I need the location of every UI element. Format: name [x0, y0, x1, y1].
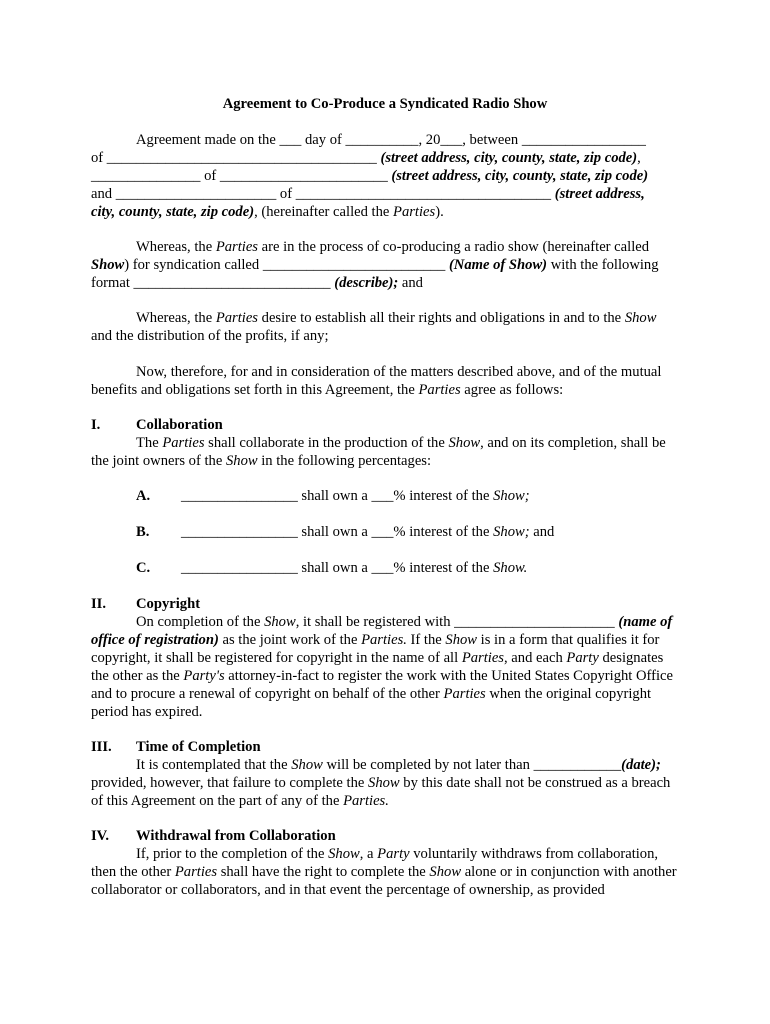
- defined-term: Show: [368, 775, 400, 791]
- paragraph-text: and the distribution of the profits, if any;: [91, 328, 329, 344]
- defined-term: Show: [291, 757, 323, 773]
- paragraph-text: Whereas, the: [136, 239, 216, 255]
- defined-term: Show: [264, 614, 296, 630]
- intro-line-1: [91, 131, 679, 149]
- whereas-paragraph-2: [91, 309, 679, 345]
- item-text: and: [529, 524, 555, 540]
- placeholder-label: (name of office of registration): [91, 614, 673, 648]
- defined-term: Parties: [443, 686, 486, 702]
- section-number: III.: [91, 739, 112, 755]
- intro-text: ,: [637, 150, 641, 166]
- section-1-heading: [91, 416, 691, 434]
- section-number: II.: [91, 596, 107, 612]
- section-title: Time of Completion: [136, 739, 261, 755]
- paragraph-text: voluntarily withdraws from collaboration, then the other: [91, 846, 659, 880]
- placeholder-label: (Name of Show): [448, 257, 548, 273]
- placeholder-label: (describe);: [334, 275, 399, 291]
- defined-term: Party's: [183, 668, 225, 684]
- paragraph-text: by this date shall not be construed as a breach of this Agreement on the part of any of the: [91, 775, 671, 809]
- paragraph-text: , and each: [504, 650, 567, 666]
- intro-text: , (hereinafter called the: [254, 204, 394, 220]
- section-4-heading: [91, 827, 691, 845]
- defined-term: Parties: [393, 204, 436, 220]
- defined-term: Parties: [174, 864, 218, 880]
- intro-line-2: [91, 149, 679, 167]
- defined-term: Parties: [215, 310, 258, 326]
- paragraph-text: as the joint work of the: [218, 632, 362, 648]
- defined-term: Parties.: [343, 793, 389, 809]
- paragraph-text: designates the other as the: [91, 650, 664, 684]
- section-1-body: [91, 434, 679, 470]
- address-placeholder: (street address,: [554, 186, 645, 202]
- intro-paragraph: [91, 131, 679, 221]
- paragraph-text: agree as follows:: [460, 382, 564, 398]
- defined-term: Parties.: [361, 632, 407, 648]
- defined-term: Show;: [493, 488, 530, 504]
- intro-line-5: [91, 203, 679, 221]
- section-3-heading: [91, 738, 691, 756]
- whereas-paragraph-1: [91, 238, 679, 292]
- intro-text: of _____________________________________: [91, 150, 381, 166]
- section-4-body: [91, 845, 679, 899]
- section-title: Collaboration: [136, 417, 223, 433]
- intro-line-3: [91, 167, 679, 185]
- section-number: I.: [91, 417, 101, 433]
- address-placeholder: (street address, city, county, state, zip code): [380, 150, 638, 166]
- address-placeholder: (street address, city, county, state, zip code): [391, 168, 649, 184]
- defined-term: Party: [377, 846, 410, 862]
- paragraph-text: with the following format ___________________________: [91, 257, 659, 291]
- paragraph-text: in the following percentages:: [257, 453, 432, 469]
- paragraph-text: Now, therefore, for and in consideration of the matters described above, and of the mutual benefits and obligations set forth in this Agreement, the: [91, 364, 662, 398]
- now-therefore-paragraph: [91, 363, 679, 399]
- defined-term: Show: [448, 435, 481, 451]
- name-blank: ________________: [181, 488, 298, 504]
- paragraph-text: are in the process of co-producing a radio show (hereinafter called: [258, 239, 650, 255]
- section-2-heading: [91, 595, 691, 613]
- defined-term: Show: [328, 846, 360, 862]
- paragraph-text: It is contemplated that the: [136, 757, 292, 773]
- defined-term: Parties: [215, 239, 258, 255]
- paragraph-text: and: [398, 275, 423, 291]
- paragraph-text: , a: [359, 846, 378, 862]
- intro-text: _______________ of _______________________: [91, 168, 392, 184]
- intro-line-4: [91, 185, 679, 203]
- section-2-body: [91, 613, 679, 721]
- defined-term: Party: [566, 650, 599, 666]
- defined-term: Show: [429, 864, 462, 880]
- paragraph-text: alone or in conjunction with another collaborator or collaborators, and in that event the percentage of ownership, as provided: [91, 864, 677, 898]
- paragraph-text: is in a form that qualifies it for copyright, it shall be registered for copyright in the name of all: [91, 632, 660, 666]
- item-label: A.: [136, 488, 151, 504]
- defined-term: Show: [445, 632, 478, 648]
- paragraph-text: If, prior to the completion of the: [136, 846, 329, 862]
- ownership-item-c: [136, 559, 636, 577]
- name-blank: ________________: [181, 524, 298, 540]
- placeholder-label: (date);: [621, 757, 661, 773]
- item-text: shall own a ___% interest of the: [297, 524, 494, 540]
- ownership-item-a: [136, 487, 636, 505]
- paragraph-text: shall collaborate in the production of the: [204, 435, 449, 451]
- section-number: IV.: [91, 828, 109, 844]
- section-3-body: [91, 756, 679, 810]
- defined-term: Show.: [493, 560, 528, 576]
- intro-text: Agreement made on the ___ day of __________, 20___, between _________________: [136, 132, 646, 148]
- paragraph-text: On completion of the: [136, 614, 265, 630]
- defined-term: Show: [91, 257, 125, 273]
- paragraph-text: shall have the right to complete the: [217, 864, 430, 880]
- item-label: B.: [136, 524, 150, 540]
- paragraph-text: , it shall be registered with ______________________: [295, 614, 619, 630]
- paragraph-text: Whereas, the: [136, 310, 216, 326]
- defined-term: Show: [225, 453, 258, 469]
- paragraph-text: provided, however, that failure to complete the: [91, 775, 369, 791]
- name-blank: ________________: [181, 560, 298, 576]
- ownership-item-b: [136, 523, 636, 541]
- item-text: shall own a ___% interest of the: [297, 560, 494, 576]
- defined-term: Show: [624, 310, 657, 326]
- intro-text: and ______________________ of ___________________________________: [91, 186, 555, 202]
- defined-term: Parties: [162, 435, 205, 451]
- intro-text: ).: [435, 204, 444, 220]
- defined-term: Parties: [461, 650, 504, 666]
- address-placeholder: city, county, state, zip code): [91, 204, 255, 220]
- defined-term: Parties: [418, 382, 461, 398]
- paragraph-text: desire to establish all their rights and obligations in and to the: [258, 310, 625, 326]
- paragraph-text: will be completed by not later than ____________: [322, 757, 622, 773]
- item-text: shall own a ___% interest of the: [297, 488, 494, 504]
- item-label: C.: [136, 560, 151, 576]
- paragraph-text: when the original copyright period has expired.: [91, 686, 652, 720]
- paragraph-text: The: [136, 435, 163, 451]
- section-title: Withdrawal from Collaboration: [136, 828, 336, 844]
- paragraph-text: , and on its completion, shall be the joint owners of the: [91, 435, 666, 469]
- defined-term: Show;: [493, 524, 530, 540]
- paragraph-text: If the: [406, 632, 446, 648]
- paragraph-text: attorney-in-fact to register the work with the United States Copyright Office and to procure a renewal of copyright on behalf of the other: [91, 668, 674, 702]
- section-title: Copyright: [136, 596, 201, 612]
- paragraph-text: ) for syndication called _________________________: [124, 257, 449, 273]
- document-title: Agreement to Co-Produce a Syndicated Radio Show: [222, 96, 548, 112]
